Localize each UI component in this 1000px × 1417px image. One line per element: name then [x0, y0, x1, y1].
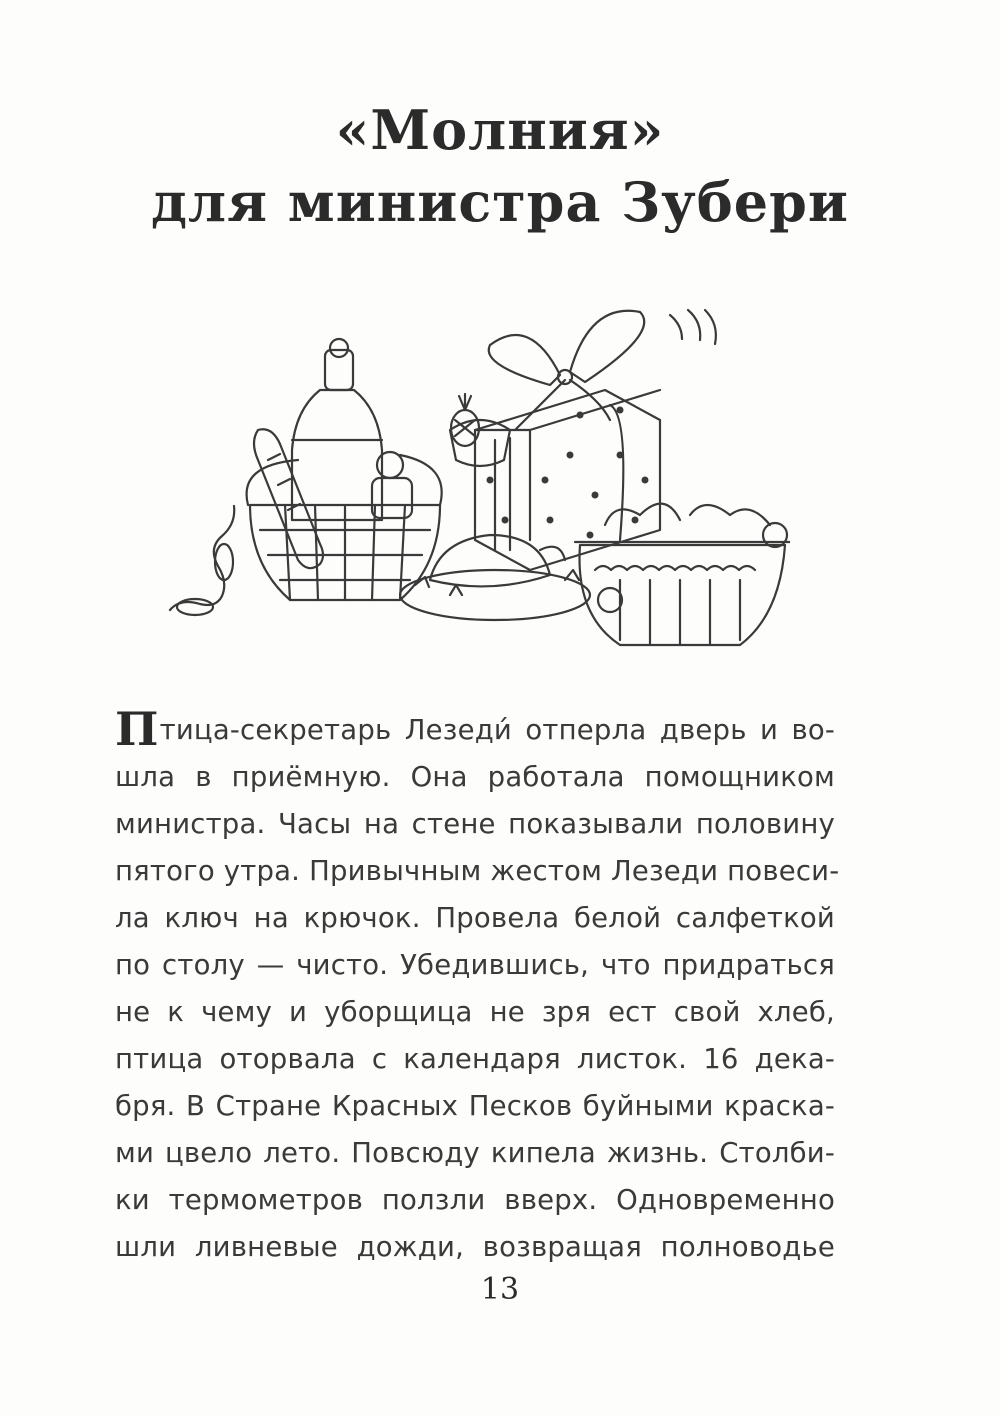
text-line-3: министра. Часы на стене показывали половину: [115, 808, 835, 840]
text-line-11: ки термометров ползли вверх. Одновременно: [115, 1184, 835, 1216]
drop-cap: П: [115, 702, 159, 756]
text-line-1: Птица-секретарь Лезеди́ отперла дверь и во-: [115, 702, 835, 756]
text-line-5: ла ключ на крючок. Провела белой салфеткой: [115, 902, 835, 934]
text-line-4: пятого утра. Привычным жестом Лезеди повеси-: [115, 855, 840, 887]
food-basket-gift-illustration: [150, 280, 790, 660]
text-line-8: птица оторвала с календаря листок. 16 дека-: [115, 1043, 835, 1075]
text-line-9: бря. В Стране Красных Песков буйными краска-: [115, 1090, 835, 1122]
text-line-6: по столу — чисто. Убедившись, что придраться: [115, 949, 835, 981]
text-line-12: шли ливневые дожди, возвращая полноводье: [115, 1231, 835, 1263]
text-line-7: не к чему и уборщица не зря ест свой хлеб,: [115, 996, 835, 1028]
text-line-2: шла в приёмную. Она работала помощником: [115, 761, 835, 793]
text-line-10: ми цвело лето. Повсюду кипела жизнь. Столби-: [115, 1137, 835, 1169]
page-number: 13: [480, 1272, 520, 1307]
chapter-body-text: [115, 702, 840, 1271]
chapter-title-line-1: «Молния»: [335, 98, 665, 162]
chapter-title-line-2: для министра Зубери: [151, 170, 849, 234]
